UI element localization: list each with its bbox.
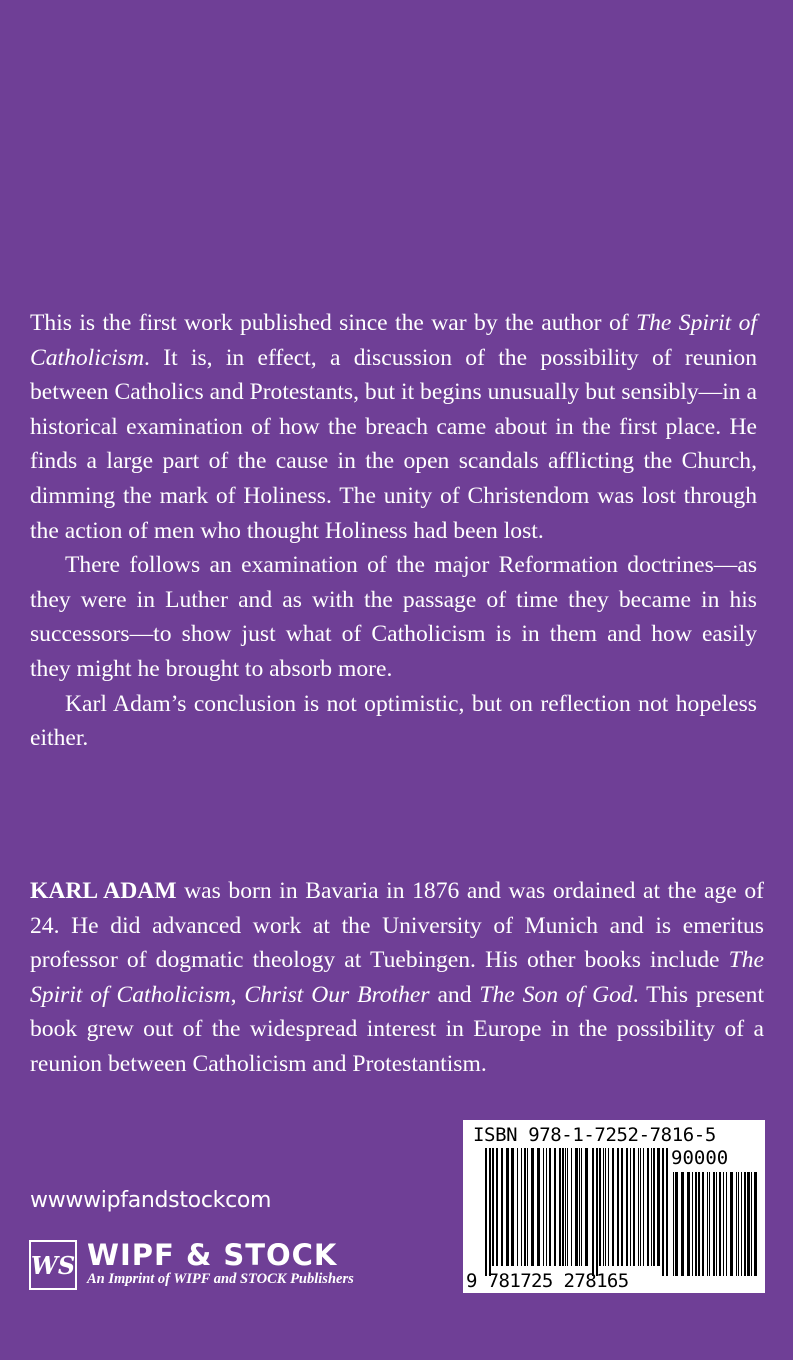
author-bio: [30, 874, 764, 1082]
book-title: The Spirit of Catholicism: [30, 310, 757, 371]
bio-text: . This present book grew out of the widespread interest in Europe in the possibility of a reunion between Catholicism and Protestantism.: [30, 981, 764, 1077]
blurb-paragraph-2: There follows an examination of the major Reformation doctrines—as they were in Luther and as with the passage of time they became in his successors—to show just what of Catholicism is in them and how easily they might he brought to absorb more.: [30, 552, 757, 682]
price-code: 90000: [671, 1147, 729, 1169]
ws-logo-icon: WS: [29, 1240, 77, 1290]
author-bio-paragraph: [30, 874, 764, 1082]
book-title: The Son of God: [479, 981, 633, 1008]
publisher-name: WIPF & STOCK: [87, 1238, 338, 1272]
publisher-logo: [29, 1240, 409, 1292]
isbn-barcode: [463, 1120, 765, 1293]
bio-text: and: [429, 981, 480, 1008]
barcode-digits: 9 781725 278165: [466, 1270, 629, 1292]
blurb-text: This is the first work published since the war by the author of: [30, 310, 636, 336]
book-title: The Spirit of Catholicism: [30, 947, 764, 1008]
blurb-text: . It is, in effect, a discussion of the possibility of reunion between Catholics and Protestants, but it begins unusually but sensibly—in a historical examination of how the breach came about in the first place. He finds a large part of the cause in the open scandals afflicting the Church, dimming the mark of Holiness. The unity of Christendom was lost through the action of men who thought Holiness had been lost.: [30, 344, 757, 544]
blurb-paragraph-1: [30, 306, 757, 548]
bio-text: was born in Bavaria in 1876 and was ordained at the age of 24. He did advanced work at the University of Munich and is emeritus professor of dogmatic theology at Tuebingen. His other books include: [30, 878, 764, 974]
back-cover-blurb: [30, 306, 757, 756]
author-name: KARL ADAM: [30, 878, 177, 904]
publisher-website: wwwwipfandstockcom: [30, 1188, 272, 1213]
publisher-imprint: An Imprint of WIPF and STOCK Publishers: [87, 1271, 354, 1287]
bio-text: ,: [230, 981, 245, 1008]
isbn-label: ISBN 978-1-7252-7816-5: [473, 1124, 716, 1146]
blurb-paragraph-3: Karl Adam’s conclusion is not optimistic, but on reflection not hopeless either.: [30, 690, 757, 752]
book-title: Christ Our Brother: [244, 981, 430, 1008]
